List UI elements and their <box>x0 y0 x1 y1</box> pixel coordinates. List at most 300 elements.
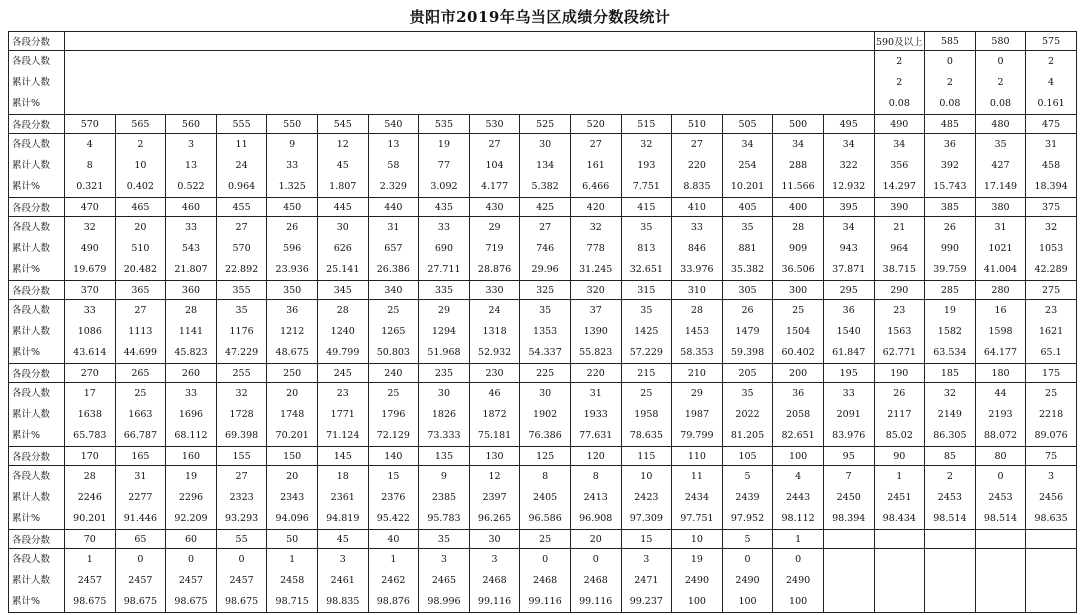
cumulative-value: 2277 <box>128 492 153 503</box>
percent-value: 79.799 <box>680 430 714 441</box>
cumulative-value: 2490 <box>735 575 760 586</box>
blank-area <box>65 32 875 51</box>
cumulative-value: 161 <box>586 160 605 171</box>
count-value: 23 <box>336 388 349 399</box>
data-cell <box>115 466 166 530</box>
cumulative-value: 1621 <box>1038 326 1064 337</box>
percent-value: 47.229 <box>224 347 259 358</box>
score-cell: 565 <box>115 115 166 134</box>
cumulative-value: 45 <box>336 160 349 171</box>
percent-value: 98.715 <box>275 596 309 607</box>
count-value: 19 <box>690 554 703 565</box>
count-value: 34 <box>842 222 855 233</box>
score-cell: 200 <box>773 364 824 383</box>
percent-value: 65.783 <box>73 430 107 441</box>
score-cell: 430 <box>469 198 520 217</box>
data-cell <box>672 217 723 281</box>
cumulative-value: 10 <box>134 160 147 171</box>
percent-value: 63.534 <box>933 347 967 358</box>
data-cell <box>621 466 672 530</box>
count-value: 28 <box>184 305 198 316</box>
score-cell: 255 <box>216 364 267 383</box>
score-cell: 115 <box>621 447 672 466</box>
percent-value: 73.333 <box>427 430 461 441</box>
score-cell: 510 <box>672 115 723 134</box>
cumulative-value: 510 <box>131 243 150 254</box>
data-cell <box>469 466 520 530</box>
data-cell <box>419 466 470 530</box>
cumulative-value: 1748 <box>280 409 305 420</box>
percent-row-label: 累计% <box>12 430 41 441</box>
data-cell <box>216 217 267 281</box>
data-cell <box>419 134 470 198</box>
count-value: 44 <box>994 388 1007 399</box>
count-value: 33 <box>184 222 198 233</box>
percent-value: 86.305 <box>933 430 967 441</box>
score-cell: 365 <box>115 281 166 300</box>
data-cell <box>823 549 874 613</box>
percent-value: 39.759 <box>933 264 967 275</box>
percent-value: 69.398 <box>224 430 259 441</box>
row-labels <box>9 217 65 281</box>
data-cell <box>722 466 773 530</box>
score-cell: 295 <box>823 281 874 300</box>
percent-value: 97.309 <box>629 513 663 524</box>
count-value: 32 <box>640 139 653 150</box>
percent-value: 15.743 <box>933 181 967 192</box>
cumulative-value: 1086 <box>77 326 102 337</box>
data-cell <box>317 300 368 364</box>
score-cell: 135 <box>419 447 470 466</box>
count-value: 0 <box>238 554 245 565</box>
data-cell <box>672 134 723 198</box>
percent-value: 55.823 <box>579 347 613 358</box>
score-cell: 460 <box>166 198 217 217</box>
cumulative-row-label: 累计人数 <box>12 326 51 337</box>
cumulative-value: 1021 <box>988 243 1013 254</box>
percent-value: 35.382 <box>730 264 765 275</box>
percent-value: 94.096 <box>275 513 309 524</box>
score-cell: 125 <box>520 447 571 466</box>
data-cell <box>874 51 925 115</box>
cumulative-value: 2361 <box>330 492 355 503</box>
score-cell: 240 <box>368 364 419 383</box>
percent-value: 85.02 <box>885 430 913 441</box>
data-cell <box>874 300 925 364</box>
data-cell <box>773 549 824 613</box>
percent-value: 95.422 <box>376 513 410 524</box>
cumulative-value: 2456 <box>1038 492 1064 503</box>
percent-value: 66.787 <box>123 430 158 441</box>
score-cell: 500 <box>773 115 824 134</box>
cumulative-value: 1176 <box>229 326 254 337</box>
percent-value: 42.289 <box>1034 264 1068 275</box>
count-value: 33 <box>83 305 96 316</box>
score-cell: 70 <box>65 530 116 549</box>
percent-value: 41.004 <box>983 264 1018 275</box>
count-value: 1 <box>86 554 93 565</box>
cumulative-value: 24 <box>235 160 248 171</box>
data-cell <box>621 300 672 364</box>
percent-value: 100 <box>687 596 706 607</box>
data-cell <box>1026 466 1077 530</box>
percent-value: 0.402 <box>126 181 154 192</box>
score-cell: 75 <box>1026 447 1077 466</box>
cumulative-value: 2434 <box>684 492 710 503</box>
percent-value: 44.699 <box>123 347 158 358</box>
percent-value: 91.446 <box>123 513 158 524</box>
percent-value: 77.631 <box>579 430 613 441</box>
percent-value: 98.996 <box>427 596 461 607</box>
score-cell: 495 <box>823 115 874 134</box>
percent-value: 98.514 <box>983 513 1018 524</box>
score-cell: 90 <box>874 447 925 466</box>
percent-value: 59.398 <box>730 347 765 358</box>
data-cell <box>65 466 116 530</box>
data-cell <box>925 300 976 364</box>
percent-value: 0.161 <box>1037 98 1065 109</box>
count-value: 30 <box>437 388 450 399</box>
count-value: 23 <box>1045 305 1058 316</box>
percent-value: 0.522 <box>177 181 205 192</box>
count-value: 32 <box>589 222 602 233</box>
count-value: 20 <box>134 222 147 233</box>
percent-value: 26.386 <box>376 264 410 275</box>
cumulative-value: 1638 <box>77 409 102 420</box>
cumulative-value: 1353 <box>533 326 558 337</box>
data-cell <box>166 466 217 530</box>
cumulative-value: 943 <box>839 243 858 254</box>
percent-value: 0.08 <box>888 98 910 109</box>
percent-value: 75.181 <box>477 430 512 441</box>
percent-value: 98.675 <box>174 596 208 607</box>
cumulative-value: 1796 <box>381 409 406 420</box>
count-value: 11 <box>235 139 248 150</box>
score-cell: 550 <box>267 115 318 134</box>
cumulative-value: 4 <box>1048 77 1055 88</box>
percent-value: 97.952 <box>730 513 765 524</box>
cumulative-value: 220 <box>687 160 706 171</box>
data-cell <box>469 300 520 364</box>
score-cell: 210 <box>672 364 723 383</box>
count-value: 46 <box>488 388 501 399</box>
score-cell: 160 <box>166 447 217 466</box>
percent-value: 93.293 <box>224 513 259 524</box>
cumulative-value: 990 <box>940 243 959 254</box>
data-cell <box>722 383 773 447</box>
score-cell: 1 <box>773 530 824 549</box>
count-value: 0 <box>946 56 953 67</box>
count-value: 26 <box>741 305 754 316</box>
score-row-label: 各段分数 <box>9 447 65 466</box>
cumulative-value: 543 <box>181 243 201 254</box>
data-cell <box>419 217 470 281</box>
score-cell: 515 <box>621 115 672 134</box>
count-value: 33 <box>437 222 450 233</box>
data-cell <box>1026 549 1077 613</box>
percent-value: 21.807 <box>174 264 208 275</box>
percent-value: 49.799 <box>326 347 360 358</box>
score-cell: 180 <box>975 364 1026 383</box>
cumulative-value: 13 <box>184 160 198 171</box>
data-cell <box>166 549 217 613</box>
cumulative-value: 1212 <box>280 326 305 337</box>
score-cell: 535 <box>419 115 470 134</box>
data-cell <box>317 217 368 281</box>
cumulative-value: 2397 <box>482 492 507 503</box>
score-cell: 310 <box>672 281 723 300</box>
score-cell: 445 <box>317 198 368 217</box>
data-cell <box>267 549 318 613</box>
count-value: 0 <box>997 471 1004 482</box>
cumulative-value: 881 <box>738 243 757 254</box>
percent-value: 0.08 <box>939 98 961 109</box>
count-value: 27 <box>235 222 248 233</box>
cumulative-value: 2218 <box>1038 409 1064 420</box>
percent-value: 57.229 <box>629 347 663 358</box>
cumulative-value: 2117 <box>887 409 912 420</box>
percent-value: 88.072 <box>983 430 1018 441</box>
cumulative-value: 2323 <box>229 492 254 503</box>
score-cell: 270 <box>65 364 116 383</box>
data-cell <box>520 466 571 530</box>
count-value: 4 <box>86 139 93 150</box>
score-row-label: 各段分数 <box>9 115 65 134</box>
percent-value: 29.96 <box>531 264 559 275</box>
cumulative-value: 1141 <box>178 326 204 337</box>
cumulative-value: 1826 <box>431 409 457 420</box>
row-labels <box>9 549 65 613</box>
data-cell <box>925 383 976 447</box>
score-cell: 520 <box>570 115 621 134</box>
count-value: 35 <box>741 388 754 399</box>
score-cell: 545 <box>317 115 368 134</box>
percent-value: 1.807 <box>329 181 357 192</box>
data-cell <box>267 217 318 281</box>
cumulative-row-label: 累计人数 <box>12 243 51 254</box>
score-cell: 340 <box>368 281 419 300</box>
cumulative-value: 1987 <box>684 409 710 420</box>
cumulative-value: 1902 <box>533 409 558 420</box>
score-cell: 350 <box>267 281 318 300</box>
percent-value: 33.976 <box>680 264 714 275</box>
cumulative-value: 1479 <box>735 326 760 337</box>
score-cell: 95 <box>823 447 874 466</box>
cumulative-value: 2457 <box>178 575 204 586</box>
row-labels <box>9 300 65 364</box>
data-cell <box>1026 51 1077 115</box>
score-cell: 395 <box>823 198 874 217</box>
score-cell: 235 <box>419 364 470 383</box>
percent-value: 4.177 <box>480 181 509 192</box>
score-cell: 470 <box>65 198 116 217</box>
data-cell <box>722 300 773 364</box>
score-cell: 5 <box>722 530 773 549</box>
score-cell: 35 <box>419 530 470 549</box>
data-cell <box>419 383 470 447</box>
cumulative-value: 2058 <box>786 409 811 420</box>
data-cell <box>975 549 1026 613</box>
count-value: 35 <box>741 222 754 233</box>
count-value: 31 <box>1045 139 1058 150</box>
cumulative-value: 719 <box>485 243 504 254</box>
cumulative-value: 2468 <box>533 575 558 586</box>
cumulative-value: 2461 <box>330 575 355 586</box>
cumulative-value: 909 <box>789 243 808 254</box>
score-cell: 355 <box>216 281 267 300</box>
percent-value: 92.209 <box>174 513 208 524</box>
count-row-label: 各段人数 <box>12 388 51 399</box>
score-cell: 580 <box>975 32 1026 51</box>
cumulative-value: 2468 <box>482 575 507 586</box>
score-cell: 585 <box>925 32 976 51</box>
count-value: 27 <box>690 139 703 150</box>
score-cell: 405 <box>722 198 773 217</box>
count-value: 7 <box>845 471 852 482</box>
score-distribution-table <box>8 31 1077 613</box>
data-cell <box>115 134 166 198</box>
score-cell: 275 <box>1026 281 1077 300</box>
page-title: 贵阳市2019年乌当区成绩分数段统计 <box>409 8 671 26</box>
cumulative-value: 596 <box>283 243 302 254</box>
count-value: 35 <box>235 305 248 316</box>
cumulative-value: 254 <box>738 160 757 171</box>
percent-value: 65.1 <box>1040 347 1062 358</box>
cumulative-value: 657 <box>384 243 403 254</box>
count-value: 0 <box>997 56 1004 67</box>
cumulative-value: 2343 <box>280 492 305 503</box>
score-cell: 385 <box>925 198 976 217</box>
percent-value: 94.819 <box>326 513 360 524</box>
data-cell <box>975 466 1026 530</box>
cumulative-value: 1598 <box>988 326 1013 337</box>
data-cell <box>368 134 419 198</box>
percent-value: 98.635 <box>1034 513 1068 524</box>
score-cell: 45 <box>317 530 368 549</box>
data-cell <box>65 549 116 613</box>
count-value: 29 <box>437 305 450 316</box>
cumulative-value: 1696 <box>178 409 204 420</box>
percent-row-label: 累计% <box>12 98 41 109</box>
count-value: 30 <box>539 388 552 399</box>
count-value: 25 <box>640 388 653 399</box>
data-cell <box>520 217 571 281</box>
score-cell: 505 <box>722 115 773 134</box>
data-cell <box>166 300 217 364</box>
percent-row-label: 累计% <box>12 513 41 524</box>
percent-value: 45.823 <box>174 347 208 358</box>
data-cell <box>925 549 976 613</box>
data-cell <box>216 466 267 530</box>
score-cell: 20 <box>570 530 621 549</box>
count-row-label: 各段人数 <box>12 139 51 150</box>
count-value: 35 <box>640 222 653 233</box>
score-cell: 575 <box>1026 32 1077 51</box>
count-value: 32 <box>235 388 248 399</box>
cumulative-value: 626 <box>333 243 352 254</box>
cumulative-value: 2457 <box>77 575 102 586</box>
score-cell: 225 <box>520 364 571 383</box>
count-row-label: 各段人数 <box>12 56 51 67</box>
score-cell: 110 <box>672 447 723 466</box>
score-cell: 305 <box>722 281 773 300</box>
data-cell <box>621 383 672 447</box>
count-value: 36 <box>943 139 956 150</box>
data-cell <box>874 549 925 613</box>
percent-value: 83.976 <box>832 430 866 441</box>
count-value: 8 <box>592 471 599 482</box>
score-cell: 105 <box>722 447 773 466</box>
score-cell: 280 <box>975 281 1026 300</box>
data-cell <box>368 300 419 364</box>
count-value: 3 <box>491 554 498 565</box>
score-cell: 130 <box>469 447 520 466</box>
cumulative-value: 1663 <box>128 409 153 420</box>
count-value: 35 <box>640 305 653 316</box>
score-cell: 145 <box>317 447 368 466</box>
percent-row-label: 累计% <box>12 264 41 275</box>
data-cell <box>874 134 925 198</box>
data-cell <box>216 549 267 613</box>
score-cell: 345 <box>317 281 368 300</box>
count-value: 9 <box>440 471 447 482</box>
count-value: 3 <box>187 139 194 150</box>
cumulative-row-label: 累计人数 <box>12 77 51 88</box>
data-cell <box>570 300 621 364</box>
blank-area <box>65 51 875 115</box>
cumulative-value: 8 <box>86 160 93 171</box>
data-cell <box>267 300 318 364</box>
data-cell <box>570 134 621 198</box>
count-value: 3 <box>339 554 346 565</box>
percent-value: 81.205 <box>730 430 765 441</box>
score-cell: 175 <box>1026 364 1077 383</box>
count-value: 2 <box>896 56 903 67</box>
data-cell <box>216 134 267 198</box>
count-value: 31 <box>589 388 602 399</box>
percent-value: 90.201 <box>73 513 107 524</box>
score-cell: 390 <box>874 198 925 217</box>
percent-value: 64.177 <box>983 347 1018 358</box>
cumulative-value: 1958 <box>634 409 659 420</box>
count-value: 24 <box>488 305 501 316</box>
count-value: 0 <box>187 554 194 565</box>
count-value: 33 <box>842 388 855 399</box>
score-row-label: 各段分数 <box>9 32 65 51</box>
score-cell: 555 <box>216 115 267 134</box>
count-value: 25 <box>134 388 147 399</box>
count-value: 26 <box>893 388 906 399</box>
score-cell: 205 <box>722 364 773 383</box>
data-cell <box>722 217 773 281</box>
count-value: 19 <box>437 139 450 150</box>
count-value: 34 <box>792 139 805 150</box>
data-cell <box>975 51 1026 115</box>
data-cell <box>115 383 166 447</box>
cumulative-value: 1582 <box>937 326 962 337</box>
score-cell: 465 <box>115 198 166 217</box>
score-row-label: 各段分数 <box>9 198 65 217</box>
count-value: 28 <box>336 305 349 316</box>
percent-value: 98.835 <box>326 596 360 607</box>
count-value: 2 <box>946 471 953 482</box>
percent-value: 22.892 <box>224 264 259 275</box>
percent-value: 36.506 <box>781 264 815 275</box>
cumulative-value: 2149 <box>937 409 962 420</box>
data-cell <box>368 466 419 530</box>
cumulative-value: 2465 <box>431 575 457 586</box>
score-cell: 420 <box>570 198 621 217</box>
